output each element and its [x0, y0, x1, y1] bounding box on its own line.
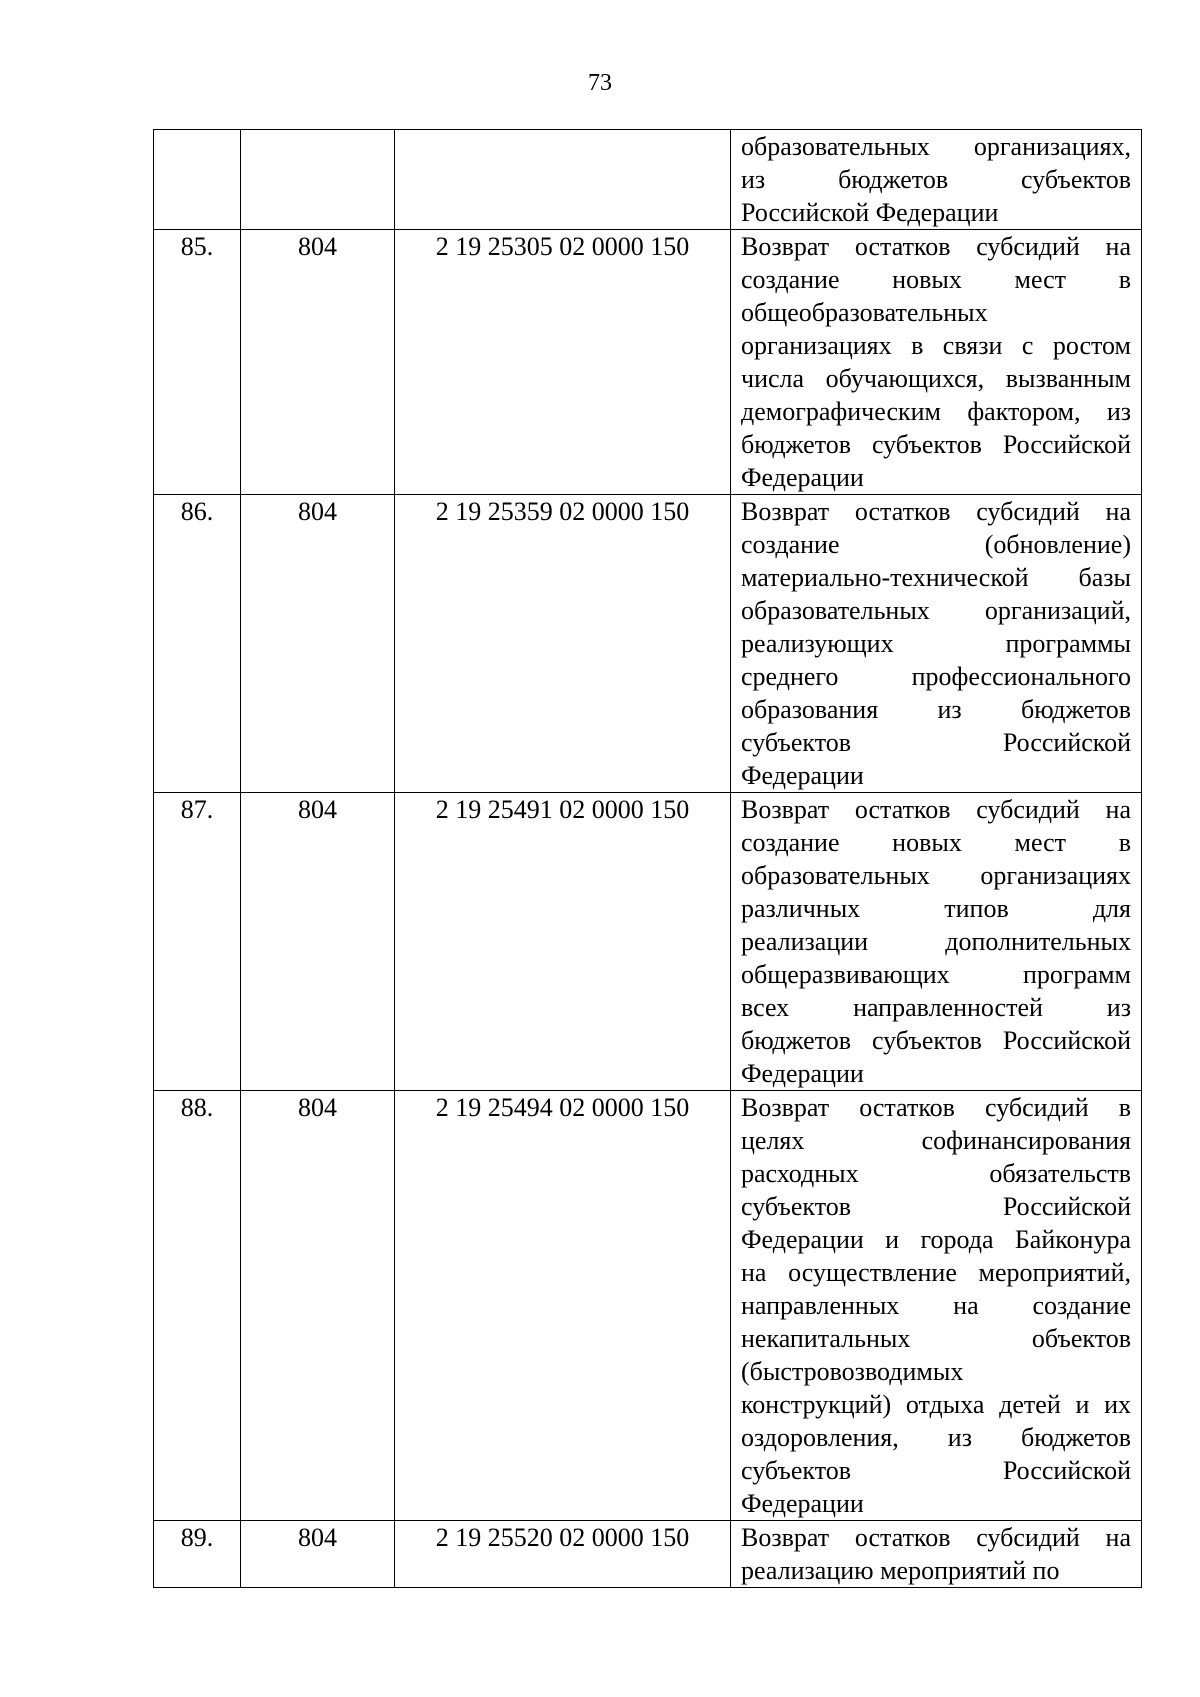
description-line: субъектов Российской [741, 728, 1131, 757]
description-line: создание новых мест в [741, 265, 1131, 294]
description-cell [731, 1521, 1142, 1588]
description-line: всех направленностей из [741, 993, 1131, 1022]
description-line: направленных на создание [741, 1291, 1131, 1320]
description-line: демографическим фактором, из [741, 397, 1131, 426]
table-row [154, 793, 1142, 1091]
description-line: из бюджетов субъектов [741, 165, 1131, 194]
description-line: субъектов Российской [741, 1192, 1131, 1221]
administrator-code-cell: 804 [241, 495, 395, 793]
description-line: материально-технической базы [741, 563, 1131, 592]
administrator-code-cell: 804 [241, 230, 395, 495]
administrator-code-cell: 804 [241, 1521, 395, 1588]
description-line: организациях в связи с ростом [741, 331, 1131, 360]
description-line: бюджетов субъектов Российской [741, 430, 1131, 459]
description-line: различных типов для [741, 894, 1131, 923]
description-line: на осуществление мероприятий, [741, 1258, 1131, 1287]
description-cell [731, 793, 1142, 1091]
budget-code-cell [395, 130, 731, 230]
description-line: реализацию мероприятий по [741, 1556, 1060, 1585]
table-row [154, 230, 1142, 495]
description-line: оздоровления, из бюджетов [741, 1423, 1131, 1452]
description-line: образования из бюджетов [741, 695, 1131, 724]
description-line: целях софинансирования [741, 1126, 1131, 1155]
budget-classification-table [153, 129, 1142, 1588]
table-row [154, 130, 1142, 230]
description-line: (быстровозводимых [741, 1357, 964, 1386]
description-line: создание (обновление) [741, 530, 1131, 559]
description-cell [731, 230, 1142, 495]
row-number-cell [154, 130, 241, 230]
table-row [154, 1091, 1142, 1521]
description-line: Российской Федерации [741, 198, 999, 227]
row-number-cell: 89. [154, 1521, 241, 1588]
description-line: среднего профессионального [741, 662, 1131, 691]
budget-code-cell: 2 19 25359 02 0000 150 [395, 495, 731, 793]
administrator-code-cell [241, 130, 395, 230]
table-row [154, 495, 1142, 793]
row-number-cell: 88. [154, 1091, 241, 1521]
table-row [154, 1521, 1142, 1588]
description-line: образовательных организаций, [741, 596, 1131, 625]
description-cell [731, 1091, 1142, 1521]
description-line: Возврат остатков субсидий в [741, 1093, 1131, 1122]
description-line: образовательных организациях, [741, 132, 1131, 161]
description-line: расходных обязательств [741, 1159, 1131, 1188]
description-line: конструкций) отдыха детей и их [741, 1390, 1131, 1419]
page-number: 73 [588, 70, 612, 96]
description-line: Федерации [741, 463, 864, 492]
budget-code-cell: 2 19 25305 02 0000 150 [395, 230, 731, 495]
description-line: общеразвивающих программ [741, 960, 1131, 989]
description-line: числа обучающихся, вызванным [741, 364, 1131, 393]
description-line: субъектов Российской [741, 1456, 1131, 1485]
description-line: Возврат остатков субсидий на [741, 1523, 1131, 1552]
description-line: образовательных организациях [741, 861, 1131, 890]
table-body [154, 130, 1142, 1588]
administrator-code-cell: 804 [241, 1091, 395, 1521]
description-line: Возврат остатков субсидий на [741, 232, 1131, 261]
budget-code-cell: 2 19 25520 02 0000 150 [395, 1521, 731, 1588]
description-line: Федерации [741, 761, 864, 790]
budget-code-cell: 2 19 25494 02 0000 150 [395, 1091, 731, 1521]
description-line: реализации дополнительных [741, 927, 1131, 956]
description-line: Возврат остатков субсидий на [741, 795, 1131, 824]
row-number-cell: 87. [154, 793, 241, 1091]
description-line: создание новых мест в [741, 828, 1131, 857]
row-number-cell: 86. [154, 495, 241, 793]
description-cell [731, 130, 1142, 230]
description-line: бюджетов субъектов Российской [741, 1026, 1131, 1055]
administrator-code-cell: 804 [241, 793, 395, 1091]
description-line: Федерации [741, 1489, 864, 1518]
row-number-cell: 85. [154, 230, 241, 495]
description-line: общеобразовательных [741, 298, 988, 327]
description-line: Федерации [741, 1059, 864, 1088]
description-cell [731, 495, 1142, 793]
description-line: Федерации и города Байконура [741, 1225, 1131, 1254]
budget-code-cell: 2 19 25491 02 0000 150 [395, 793, 731, 1091]
description-line: Возврат остатков субсидий на [741, 497, 1131, 526]
description-line: некапитальных объектов [741, 1324, 1131, 1353]
description-line: реализующих программы [741, 629, 1131, 658]
